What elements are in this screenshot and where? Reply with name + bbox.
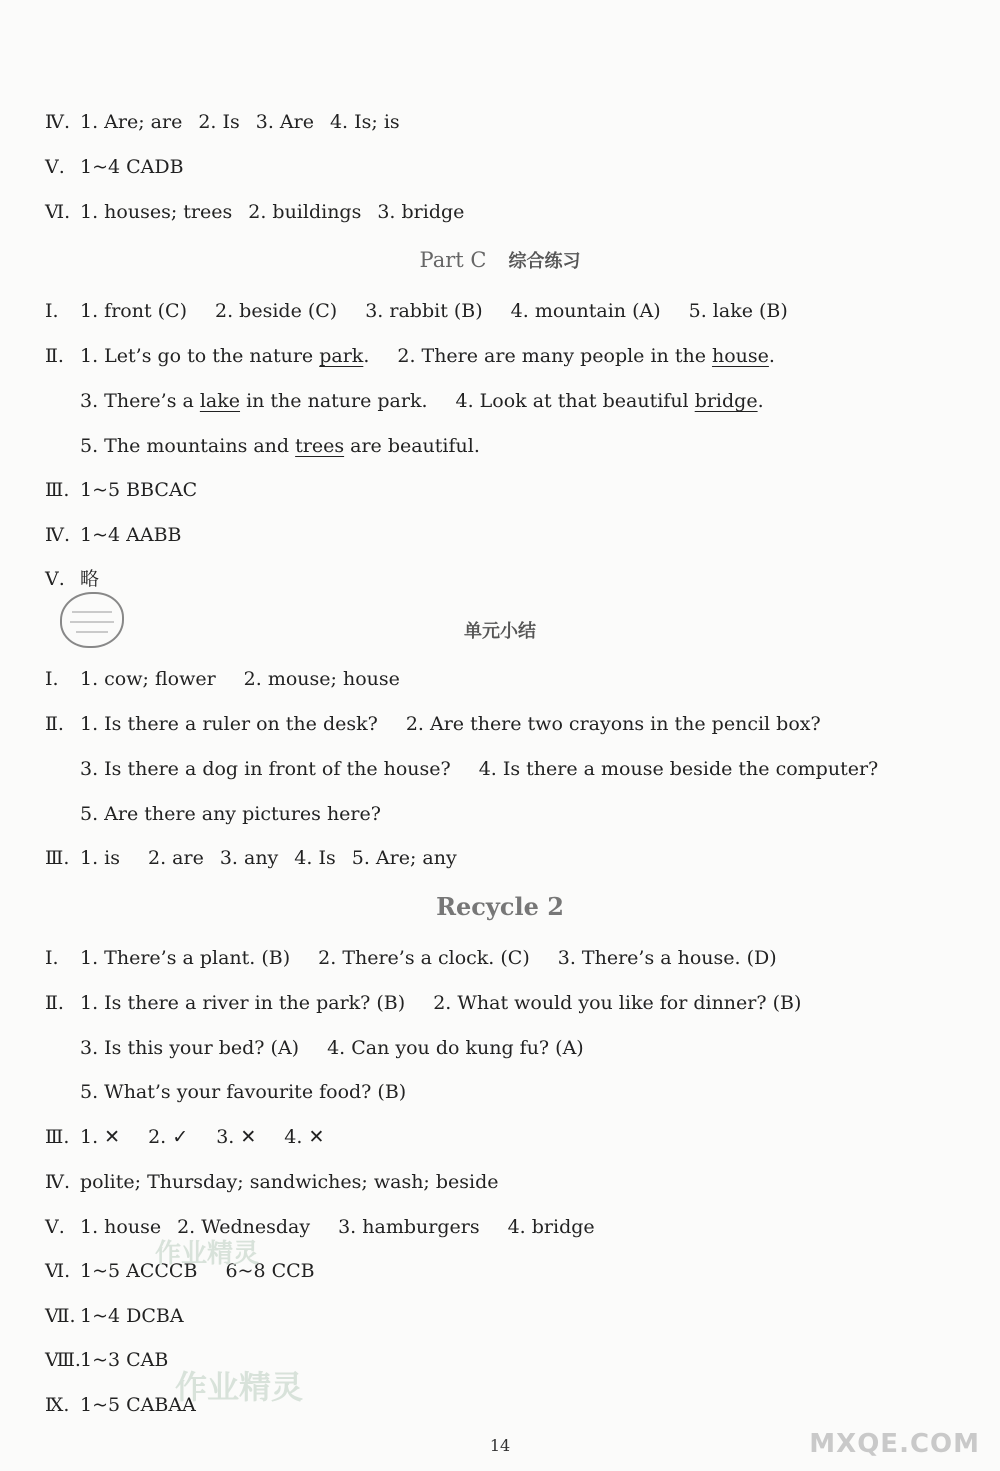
answer-text: 1. houses; trees bbox=[80, 201, 233, 223]
answer-text: . bbox=[363, 345, 370, 367]
answer-text: 2. There’s a clock. (C) bbox=[318, 947, 530, 969]
answer-line-part-c-ii-2 bbox=[80, 389, 764, 413]
answer-text: 1~5 ACCCB bbox=[80, 1260, 198, 1282]
answer-line-summary-ii-3 bbox=[80, 802, 381, 826]
answer-line-iv bbox=[45, 110, 400, 134]
answer-text: 2. Is bbox=[198, 111, 240, 133]
answer-text: 1~5 BBCAC bbox=[80, 479, 198, 501]
item-number: Ⅳ. bbox=[45, 111, 71, 133]
answer-text: 2. beside (C) bbox=[215, 300, 338, 322]
item-number: Ⅵ. bbox=[45, 201, 71, 223]
answer-text: polite; Thursday; sandwiches; wash; beside bbox=[80, 1171, 499, 1193]
answer-text: 1~5 CABAA bbox=[80, 1394, 196, 1416]
answer-text: 4. mountain (A) bbox=[510, 300, 661, 322]
item-number: Ⅱ. bbox=[45, 345, 64, 367]
answer-text: 1. ✕ bbox=[80, 1126, 121, 1148]
page-number: 14 bbox=[489, 1436, 511, 1455]
item-number: Ⅸ. bbox=[45, 1394, 70, 1416]
answer-text: 1~4 AABB bbox=[80, 524, 182, 546]
underlined-word: trees bbox=[295, 435, 345, 457]
answer-text: 2. mouse; house bbox=[243, 668, 400, 690]
answer-line-recycle-ii-2 bbox=[80, 1036, 584, 1060]
answer-text: are beautiful. bbox=[344, 435, 480, 457]
answer-text: 4. Look at that beautiful bbox=[455, 390, 695, 412]
answer-line-recycle-viii bbox=[45, 1348, 168, 1372]
answer-line-recycle-vii bbox=[45, 1304, 184, 1328]
site-watermark: MXQE.COM bbox=[809, 1429, 980, 1459]
answer-text: 1. Are; are bbox=[80, 111, 183, 133]
answer-text: 1. cow; flower bbox=[80, 668, 216, 690]
answer-text: 4. ✕ bbox=[284, 1126, 325, 1148]
answer-text: 3. There’s a house. (D) bbox=[557, 947, 777, 969]
underlined-word: house bbox=[711, 345, 769, 367]
answer-line-part-c-v bbox=[45, 567, 99, 591]
answer-text: . bbox=[757, 390, 764, 412]
answer-text: 3. rabbit (B) bbox=[365, 300, 483, 322]
item-number: Ⅶ. bbox=[45, 1305, 76, 1327]
watermark: 作业精灵 bbox=[155, 1239, 260, 1269]
item-number: Ⅲ. bbox=[45, 847, 70, 869]
answer-text: 2. Are there two crayons in the pencil box? bbox=[405, 713, 821, 735]
answer-text: 2. Wednesday bbox=[177, 1216, 311, 1238]
answer-text: 3. There’s a bbox=[80, 390, 200, 412]
answer-text: 6~8 CCB bbox=[225, 1260, 315, 1282]
answer-line-recycle-i bbox=[45, 946, 777, 970]
item-number: Ⅰ. bbox=[45, 668, 59, 690]
answer-text: 1. front (C) bbox=[80, 300, 187, 322]
answer-text: 3. bridge bbox=[377, 201, 465, 223]
item-number: Ⅴ. bbox=[45, 156, 65, 178]
item-number: Ⅱ. bbox=[45, 713, 64, 735]
item-number: Ⅰ. bbox=[45, 300, 59, 322]
answer-text: 5. What’s your favourite food? (B) bbox=[80, 1081, 407, 1103]
answer-text: 3. Is there a dog in front of the house? bbox=[80, 758, 451, 780]
answer-text: 略 bbox=[80, 568, 100, 590]
watermark: 作业精灵 bbox=[175, 1368, 304, 1406]
answer-line-v bbox=[45, 155, 184, 179]
answer-text: 1~3 CAB bbox=[80, 1349, 169, 1371]
answer-line-part-c-iii bbox=[45, 478, 197, 502]
item-number: Ⅴ. bbox=[45, 568, 65, 590]
answer-text: 5. Are there any pictures here? bbox=[80, 803, 381, 825]
answer-line-recycle-ix bbox=[45, 1393, 196, 1417]
answer-line-recycle-ii-3 bbox=[80, 1080, 406, 1104]
answer-line-vi bbox=[45, 200, 464, 224]
answer-text: 1. Let’s go to the nature bbox=[80, 345, 320, 367]
answer-line-part-c-i bbox=[45, 299, 788, 323]
answer-line-recycle-v bbox=[45, 1215, 595, 1239]
item-number: Ⅷ. bbox=[45, 1349, 81, 1371]
answer-text: 1. Is there a river in the park? (B) bbox=[80, 992, 406, 1014]
item-number: Ⅳ. bbox=[45, 1171, 71, 1193]
answer-text: 3. Is this your bed? (A) bbox=[80, 1037, 300, 1059]
item-number: Ⅱ. bbox=[45, 992, 64, 1014]
answer-text: 4. Is; is bbox=[329, 111, 400, 133]
section-heading-summary bbox=[0, 617, 1000, 645]
heading-text: Recycle 2 bbox=[436, 892, 564, 921]
heading-text: 单元小结 bbox=[464, 621, 536, 642]
answer-text: 5. lake (B) bbox=[688, 300, 788, 322]
answer-text: . bbox=[768, 345, 775, 367]
answer-line-part-c-iv bbox=[45, 523, 182, 547]
answer-text: 3. ✕ bbox=[216, 1126, 257, 1148]
answer-line-recycle-ii bbox=[45, 991, 801, 1015]
underlined-word: park bbox=[319, 345, 364, 367]
answer-text: 2. There are many people in the bbox=[397, 345, 712, 367]
item-number: Ⅰ. bbox=[45, 947, 59, 969]
section-heading-recycle bbox=[0, 894, 1000, 920]
answer-text: 1. is bbox=[80, 847, 120, 869]
answer-text: 4. Is there a mouse beside the computer? bbox=[478, 758, 879, 780]
heading-text: Part C bbox=[419, 248, 487, 272]
answer-text: 5. The mountains and bbox=[80, 435, 296, 457]
answer-line-summary-i bbox=[45, 667, 400, 691]
answer-text: 1. house bbox=[80, 1216, 162, 1238]
item-number: Ⅴ. bbox=[45, 1216, 65, 1238]
item-number: Ⅳ. bbox=[45, 524, 71, 546]
answer-text: 1. Is there a ruler on the desk? bbox=[80, 713, 378, 735]
underlined-word: lake bbox=[199, 390, 241, 412]
answer-line-part-c-ii-3 bbox=[80, 434, 480, 458]
answer-line-recycle-iv bbox=[45, 1170, 499, 1194]
answer-line-summary-iii bbox=[45, 846, 457, 870]
answer-text: 2. buildings bbox=[248, 201, 362, 223]
answer-text: 1~4 CADB bbox=[80, 156, 184, 178]
answer-text: 5. Are; any bbox=[351, 847, 457, 869]
answer-text: 4. Can you do kung fu? (A) bbox=[327, 1037, 584, 1059]
answer-text: 1. There’s a plant. (B) bbox=[80, 947, 291, 969]
answer-text: 2. What would you like for dinner? (B) bbox=[433, 992, 802, 1014]
answer-line-part-c-ii bbox=[45, 344, 775, 368]
answer-text: in the nature park. bbox=[240, 390, 428, 412]
heading-text-cn: 综合练习 bbox=[508, 251, 581, 272]
answer-text: 3. Are bbox=[255, 111, 314, 133]
item-number: Ⅲ. bbox=[45, 479, 70, 501]
item-number: Ⅵ. bbox=[45, 1260, 71, 1282]
item-number: Ⅲ. bbox=[45, 1126, 70, 1148]
answer-line-summary-ii bbox=[45, 712, 821, 736]
answer-text: 2. ✓ bbox=[148, 1126, 189, 1148]
answer-text: 2. are bbox=[148, 847, 204, 869]
answer-text: 3. hamburgers bbox=[338, 1216, 480, 1238]
answer-line-summary-ii-2 bbox=[80, 757, 878, 781]
section-heading-part-c bbox=[0, 247, 1000, 275]
answer-text: 4. Is bbox=[294, 847, 336, 869]
underlined-word: bridge bbox=[694, 390, 758, 412]
answer-text: 3. any bbox=[219, 847, 279, 869]
answer-line-recycle-iii bbox=[45, 1125, 324, 1149]
answer-text: 1~4 DCBA bbox=[80, 1305, 184, 1327]
answer-text: 4. bridge bbox=[507, 1216, 595, 1238]
